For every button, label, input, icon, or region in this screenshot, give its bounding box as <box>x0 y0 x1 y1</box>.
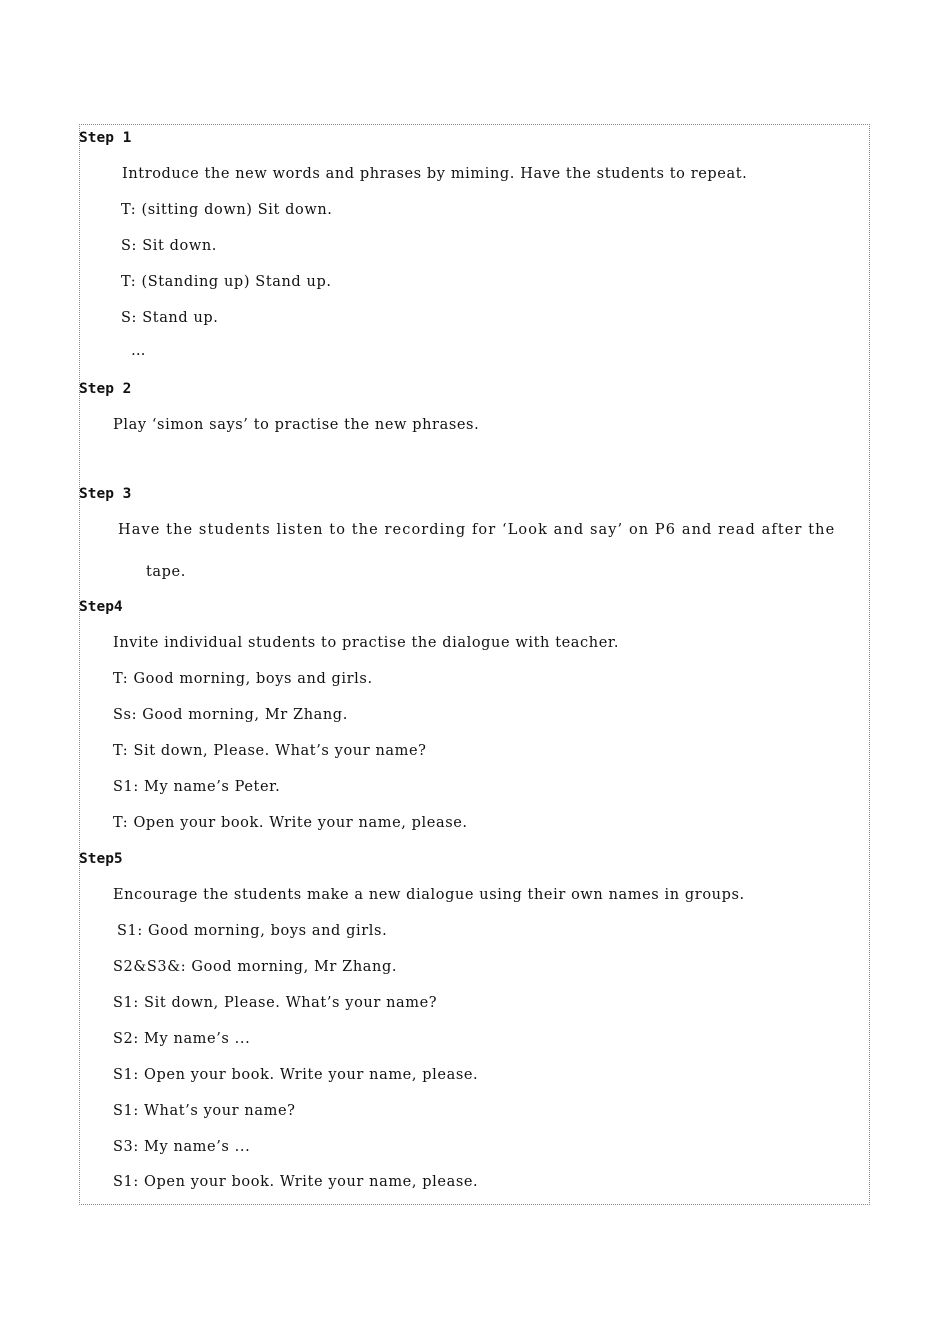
step-1-line-4: T: (Standing up) Stand up. <box>121 274 332 290</box>
step-5-line-5: S2: My name’s ... <box>113 1031 251 1047</box>
step-5-line-2: S1: Good morning, boys and girls. <box>117 923 388 939</box>
step-1-line-3: S: Sit down. <box>121 238 218 254</box>
step-4-line-3: Ss: Good morning, Mr Zhang. <box>113 707 348 723</box>
step-1-line-5: S: Stand up. <box>121 310 219 326</box>
step-1-ellipsis: … <box>131 343 147 359</box>
step-2-heading: Step 2 <box>79 381 132 397</box>
step-4-line-6: T: Open your book. Write your name, please. <box>113 815 468 831</box>
step-5-line-1: Encourage the students make a new dialogue using their own names in groups. <box>113 887 745 903</box>
step-3-line-1: Have the students listen to the recording for ‘Look and say’ on P6 and read after the <box>118 522 836 538</box>
step-4-heading: Step4 <box>79 599 123 615</box>
step-4-line-4: T: Sit down, Please. What’s your name? <box>113 743 427 759</box>
step-5-line-8: S3: My name’s ... <box>113 1139 251 1155</box>
step-5-line-9: S1: Open your book. Write your name, please. <box>113 1174 479 1190</box>
step-5-heading: Step5 <box>79 851 123 867</box>
step-5-line-7: S1: What’s your name? <box>113 1103 296 1119</box>
step-1-line-2: T: (sitting down) Sit down. <box>121 202 333 218</box>
step-3-heading: Step 3 <box>79 486 132 502</box>
step-3-line-2: tape. <box>146 564 186 580</box>
step-1-heading: Step 1 <box>79 130 132 146</box>
step-4-line-5: S1: My name’s Peter. <box>113 779 281 795</box>
step-5-line-4: S1: Sit down, Please. What’s your name? <box>113 995 438 1011</box>
step-4-line-2: T: Good morning, boys and girls. <box>113 671 373 687</box>
step-5-line-3: S2&S3&: Good morning, Mr Zhang. <box>113 959 398 975</box>
step-2-line-1: Play ‘simon says’ to practise the new phrases. <box>113 417 480 433</box>
step-5-line-6: S1: Open your book. Write your name, please. <box>113 1067 479 1083</box>
step-1-line-1: Introduce the new words and phrases by miming. Have the students to repeat. <box>122 166 748 182</box>
step-4-line-1: Invite individual students to practise the dialogue with teacher. <box>113 635 620 651</box>
